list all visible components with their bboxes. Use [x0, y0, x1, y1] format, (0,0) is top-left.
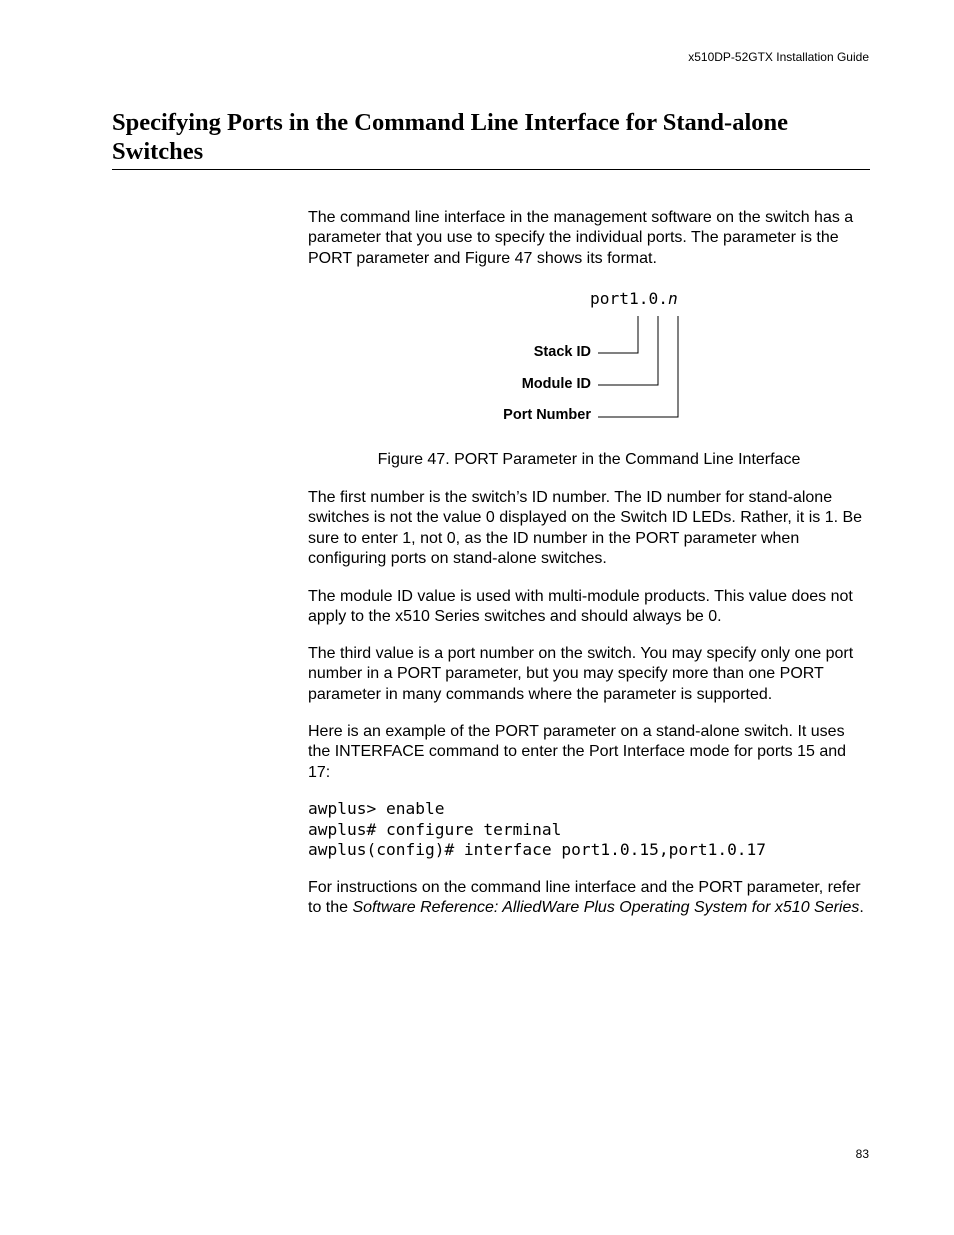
page-number: 83	[855, 1147, 869, 1161]
software-reference-title: Software Reference: AlliedWare Plus Operating System for x510 Series	[352, 899, 860, 917]
code-line: awplus> enable	[308, 799, 445, 818]
code-line: awplus# configure terminal	[308, 819, 562, 839]
section-title: Specifying Ports in the Command Line Interface for Stand-alone Switches	[112, 109, 788, 165]
running-header: x510DP-52GTX Installation Guide	[688, 50, 869, 64]
module-id-label: Module ID	[521, 376, 591, 392]
stack-id-leader-line	[598, 316, 638, 353]
third-value-paragraph: The third value is a port number on the switch. You may specify only one port number in a PORT parameter, but you may specify more than one PORT parameter in many commands where the parameter is supported.	[308, 645, 854, 703]
port-format-variable: n	[667, 289, 678, 308]
stack-id-label: Stack ID	[533, 344, 591, 360]
port-number-label: Port Number	[503, 407, 591, 423]
first-number-paragraph: The first number is the switch’s ID number. The ID number for stand-alone switches is not the value 0 displayed on the Switch ID LEDs. Rather, it is 1. Be sure to enter 1, not 0, as the ID number in the PORT parameter when configuring ports on stand-alone switches.	[308, 489, 863, 568]
module-id-paragraph: The module ID value is used with multi-module products. This value does not apply to the x510 Series switches and should always be 0.	[308, 588, 853, 626]
code-line: awplus(config)# interface port1.0.15,port1.0.17	[308, 840, 767, 859]
figure-caption: Figure 47. PORT Parameter in the Command Line Interface	[377, 451, 801, 468]
code-example	[308, 799, 766, 861]
instructions-suffix: .	[859, 899, 864, 917]
intro-paragraph: The command line interface in the management software on the switch has a parameter that you use to specify the individual ports. The parameter is the PORT parameter and Figure 47 shows its format.	[308, 209, 854, 267]
port-format-prefix: port1.0.	[590, 289, 668, 308]
instructions-prefix: For instructions on the command line interface and the PORT parameter, refer to the	[308, 879, 861, 917]
module-id-leader-line	[598, 316, 658, 385]
example-intro-paragraph: Here is an example of the PORT parameter on a stand-alone switch. It uses the INTERFACE command to enter the Port Interface mode for ports 15 and 17:	[308, 723, 847, 781]
instructions-paragraph	[308, 878, 870, 919]
